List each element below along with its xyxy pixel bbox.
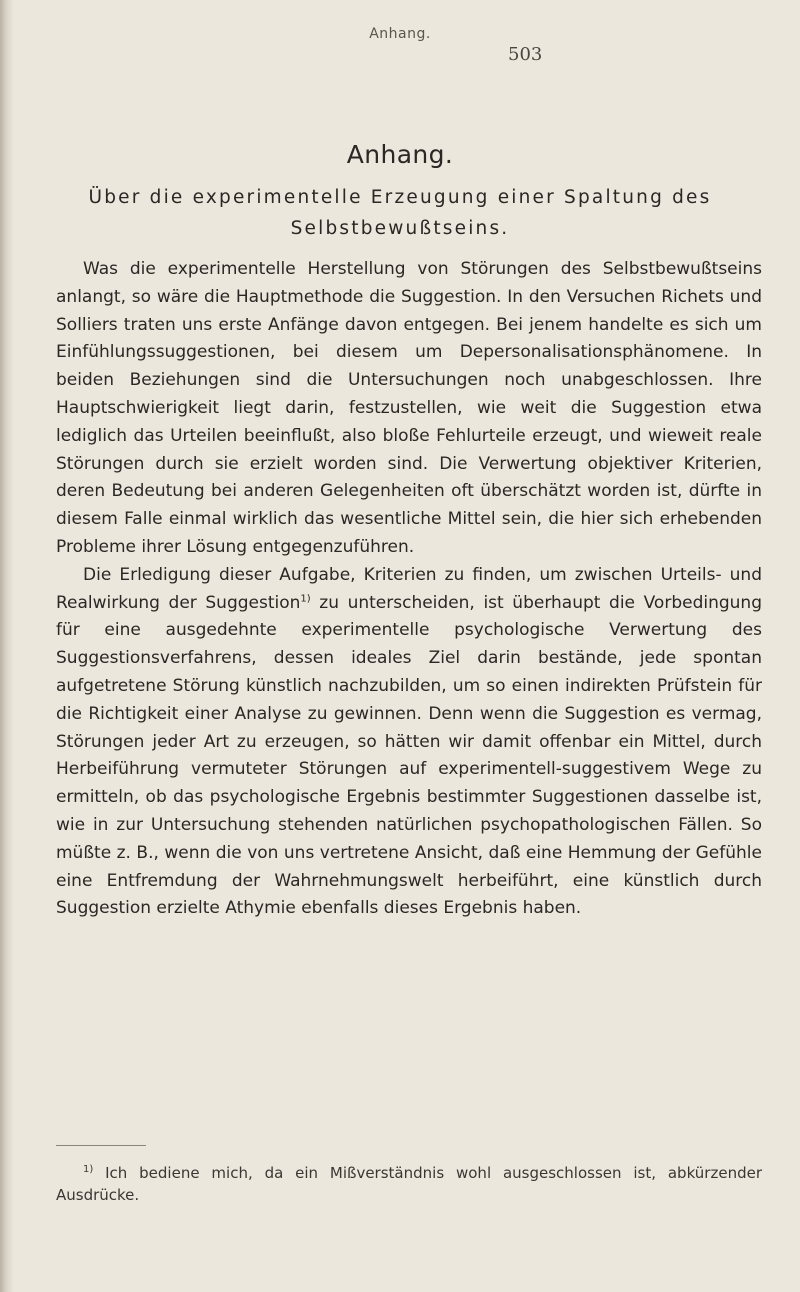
page-number: 503	[508, 44, 543, 65]
footnote-reference: 1)	[300, 592, 311, 604]
paragraph-2	[56, 562, 762, 923]
footnote-mark: 1)	[83, 1164, 94, 1175]
paragraph-2-text-before-note: Die Erledigung dieser Aufgabe, Kriterien zu finden, um zwischen Urteils- und Realwirkung der Suggestion	[56, 564, 762, 613]
paragraph-2-text-after-note: zu unterscheiden, ist überhaupt die Vorbedingung für eine ausgedehnte experimentelle psychologische Verwertung des Suggestionsverfahrens, dessen ideales Ziel darin bestände, jede spontan aufgetretene Störung künstlich nachzubilden, um so einen indirekten Prüfstein für die Richtigkeit einer Analyse zu gewinnen. Denn wenn die Suggestion es vermag, Störungen jeder Art zu erzeugen, so hätten wir damit offenbar ein Mittel, durch Herbeiführung vermuteter Störungen auf experimentell-suggestivem Wege zu ermitteln, ob das psychologische Ergebnis bestimmter Suggestionen dasselbe ist, wie in zur Untersuchung stehenden natürlichen psychopathologischen Fällen. So müßte z. B., wenn die von uns vertretene Ansicht, daß eine Hemmung der Gefühle eine Entfremdung der Wahrnehmungswelt herbeiführt, eine künstlich durch Suggestion erzielte Athymie ebenfalls dieses Ergebnis haben.	[56, 592, 762, 919]
paragraph-1: Was die experimentelle Herstellung von Störungen des Selbstbewußtseins anlangt, so wäre die Hauptmethode die Suggestion. In den Versuchen Richets und Solliers traten uns erste Anfänge davon entgegen. Bei jenem handelte es sich um Einfühlungssuggestionen, bei diesem um Depersonalisationsphänomene. In beiden Beziehungen sind die Untersuchungen noch unabgeschlossen. Ihre Hauptschwierigkeit liegt darin, festzustellen, wie weit die Suggestion etwa lediglich das Urteilen beeinflußt, also bloße Fehlurteile erzeugt, und wieweit reale Störungen durch sie erzielt worden sind. Die Verwertung objektiver Kriterien, deren Bedeutung bei anderen Gelegenheiten oft überschätzt worden ist, dürfte in diesem Falle einmal wirklich das wesentliche Mittel sein, die hier sich erhebenden Probleme ihrer Lösung entgegenzuführen.	[56, 259, 762, 557]
footnote-text: Ich bediene mich, da ein Mißverständnis wohl ausgeschlossen ist, abkürzender Ausdrücke.	[56, 1164, 762, 1204]
footnote-line	[56, 1162, 762, 1206]
page-binding-shadow	[0, 0, 14, 1292]
footnote	[56, 1162, 762, 1206]
body-text	[56, 256, 762, 923]
running-head: Anhang.	[369, 26, 431, 42]
section-heading: Anhang.	[346, 140, 454, 169]
footnote-divider	[56, 1145, 146, 1146]
section-subheading: Über die experimentelle Erzeugung einer Spaltung des Selbstbewußtseins.	[88, 187, 712, 239]
